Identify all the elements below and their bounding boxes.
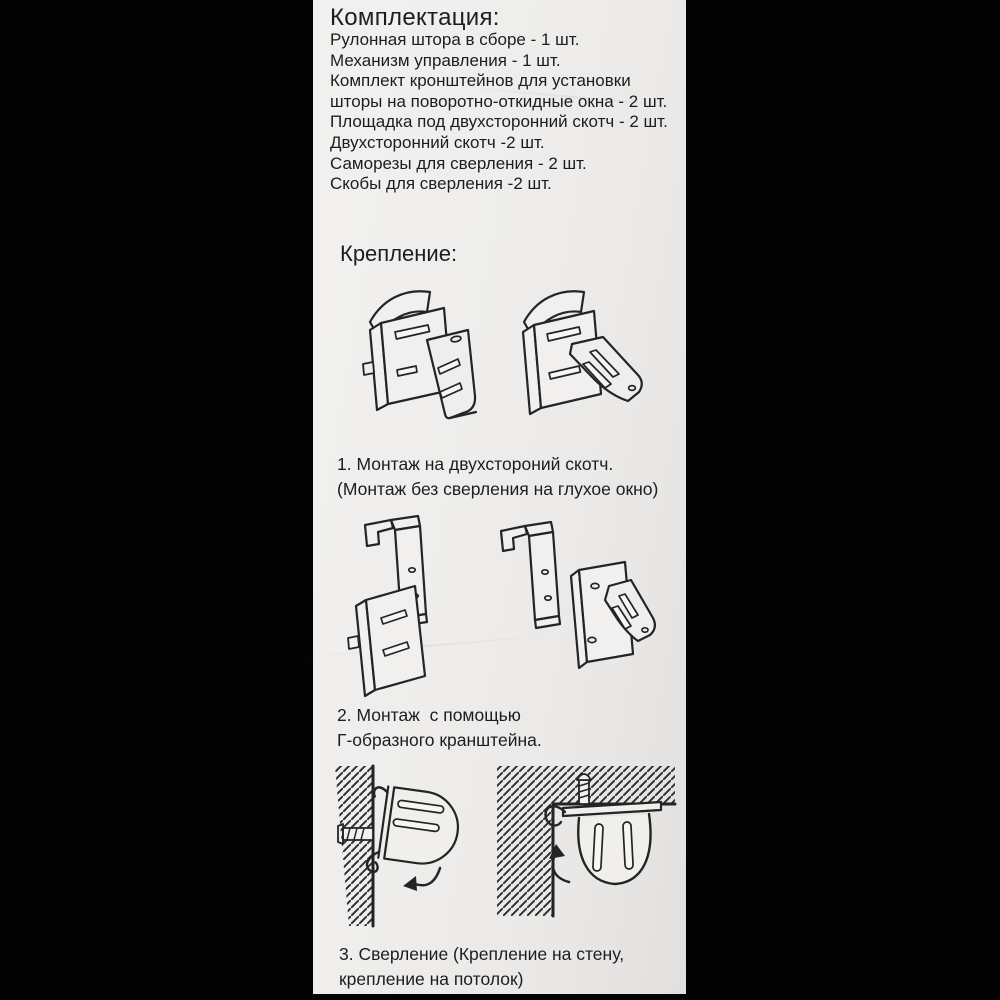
l-hook-brackets-illustration [331,510,661,702]
kit-list-item: Двухсторонний скотч -2 шт. [330,132,545,152]
step1-caption [337,452,658,502]
kit-list-item: Площадка под двухсторонний скотч - 2 шт. [330,112,668,132]
kit-list-item: Саморезы для сверления - 2 шт. [330,153,587,173]
step2-caption-line1: 2. Монтаж с помощью [337,705,521,725]
kit-list-item: Механизм управления - 1 шт. [330,50,561,70]
wall-screw-mount-illustration [335,766,463,926]
mounting-section-title: Крепление: [340,241,458,266]
l-hook-with-wedge-bracket-illustration [348,516,427,696]
step3-caption-line2: крепление на потолок) [339,969,524,989]
step1-caption-line2: (Монтаж без сверления на глухое окно) [337,479,659,499]
rotation-arrow-icon [403,868,440,891]
ceiling-screw-mount-illustration [497,766,675,916]
kit-list-item: шторы на поворотно-откидные окна - 2 шт. [330,91,668,111]
bracket-side-view-illustration [523,291,642,414]
brackets-tape-mount-illustration [348,276,648,444]
kit-list-item: Комплект кронштейнов для установки [330,71,631,91]
bracket-front-view-illustration [363,291,476,418]
step3-caption-line1: 3. Сверление (Крепление на стену, [339,944,625,964]
kit-list [330,30,668,195]
instruction-sheet [313,0,686,994]
kit-list-item: Рулонная штора в сборе - 1 шт. [330,30,580,49]
step2-caption [337,703,542,753]
step1-caption-line1: 1. Монтаж на двухстороний скотч. [337,454,614,474]
step2-caption-line2: Г-образного кранштейна. [337,730,542,750]
l-hook-with-cone-bracket-illustration [501,522,655,668]
kit-section-title: Комплектация: [330,4,500,31]
drill-mount-illustration [327,764,677,932]
step3-caption [339,942,624,992]
kit-list-item: Скобы для сверления -2 шт. [330,174,552,194]
